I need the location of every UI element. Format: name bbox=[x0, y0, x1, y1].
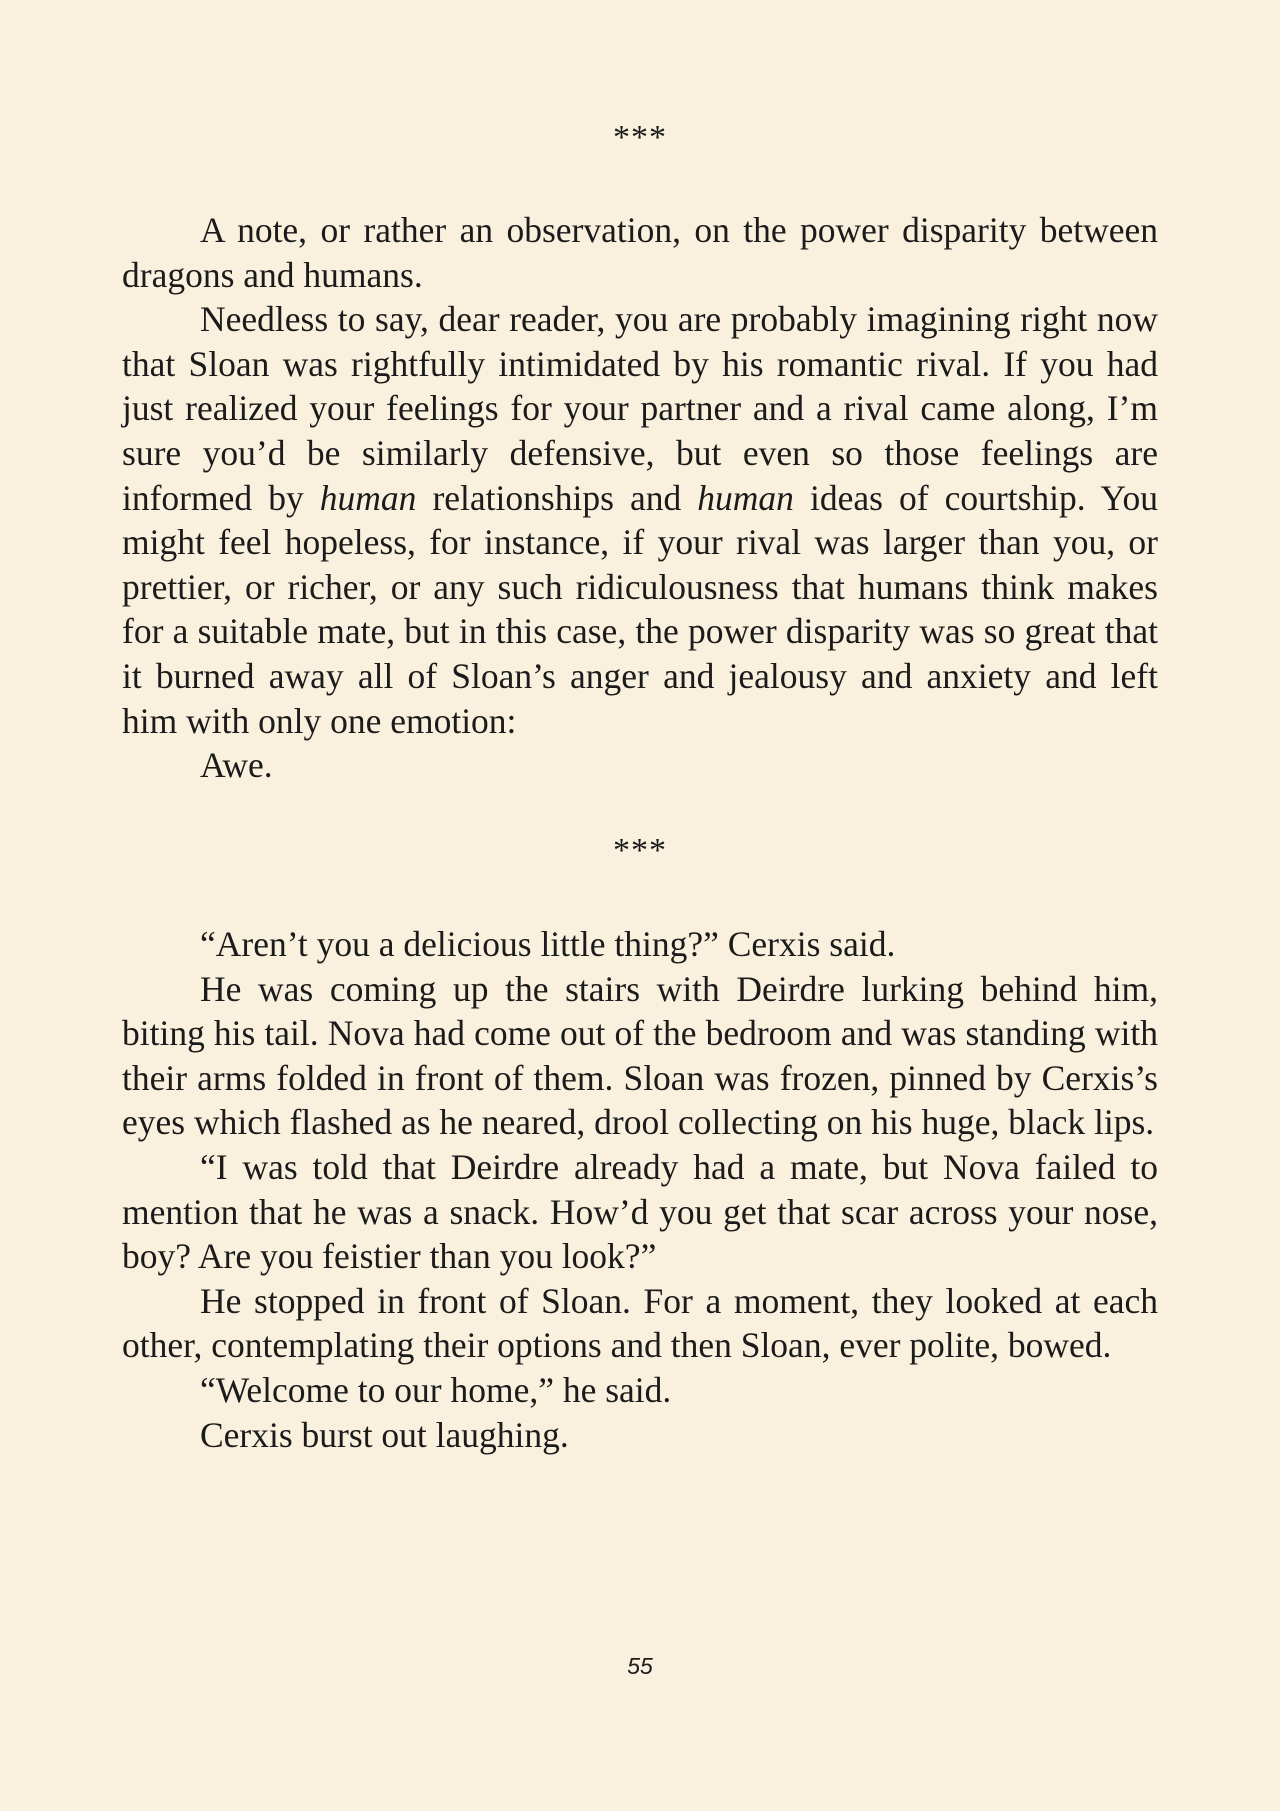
page-number: 55 bbox=[627, 1653, 653, 1679]
paragraph: Awe. bbox=[200, 745, 273, 786]
emphasis: human bbox=[697, 477, 794, 518]
paragraph: “I was told that Deirdre already had a mate, but Nova failed to mention that he was a snack. How’d you get that scar across your nose, boy? Are you feistier than you look?” bbox=[122, 1146, 1158, 1277]
paragraph: A note, or rather an observation, on the power disparity between dragons and humans. bbox=[122, 210, 1158, 295]
paragraph: Needless to say, dear reader, you are probably imagining right now that Sloan was rightfully intimidated by his romantic rival. If you had just realized your feelings for your partner and a rival came along, I’m sure you’d be similarly defensive, but even so those feelings are informed by human relationships and human ideas of courtship. You might feel hopeless, for instance, if your rival was larger than you, or prettier, or richer, or any such ridiculousness that humans think makes for a suitable mate, but in this case, the power disparity was so great that it burned away all of Sloan’s anger and jealousy and anxiety and left him with only one emotion: bbox=[122, 299, 1158, 741]
emphasis: human bbox=[319, 477, 417, 518]
paragraph: Cerxis burst out laughing. bbox=[200, 1414, 569, 1455]
book-page bbox=[122, 0, 1158, 1811]
paragraph: “Welcome to our home,” he said. bbox=[200, 1369, 672, 1410]
paragraph: He was coming up the stairs with Deirdre lurking behind him, biting his tail. Nova had come out of the bedroom and was standing with their arms folded in front of them. Sloan was frozen, pinned by Cerxis’s eyes which flashed as he neared, drool collecting on his huge, black lips. bbox=[122, 968, 1158, 1143]
paragraph: “Aren’t you a delicious little thing?” Cerxis said. bbox=[200, 924, 896, 964]
text-block-scene bbox=[122, 922, 1158, 1457]
text-block-observation bbox=[122, 208, 1158, 788]
section-break: *** bbox=[613, 832, 667, 869]
section-break: *** bbox=[613, 119, 667, 156]
paragraph: He stopped in front of Sloan. For a moment, they looked at each other, contemplating their options and then Sloan, ever polite, bowed. bbox=[122, 1280, 1158, 1366]
